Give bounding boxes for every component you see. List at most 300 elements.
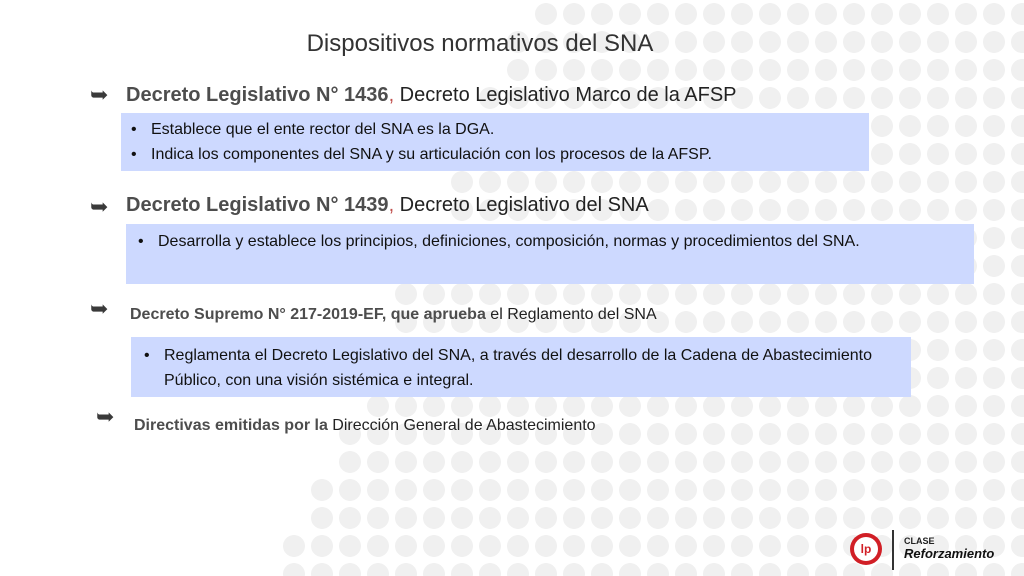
watermark-circle (731, 507, 753, 529)
watermark-circle (787, 171, 809, 193)
watermark-circle (955, 283, 977, 305)
watermark-circle (955, 507, 977, 529)
watermark-circle (983, 479, 1005, 501)
watermark-circle (619, 59, 641, 81)
watermark-circle (535, 3, 557, 25)
watermark-circle (731, 3, 753, 25)
watermark-circle (619, 3, 641, 25)
watermark-circle (927, 199, 949, 221)
watermark-circle (535, 479, 557, 501)
watermark-circle (731, 479, 753, 501)
watermark-circle (563, 507, 585, 529)
watermark-circle (899, 423, 921, 445)
watermark-circle (647, 479, 669, 501)
watermark-circle (871, 283, 893, 305)
watermark-circle (927, 3, 949, 25)
watermark-circle (899, 115, 921, 137)
watermark-circle (927, 171, 949, 193)
section-heading-3 (130, 306, 657, 324)
watermark-circle (871, 171, 893, 193)
watermark-circle (283, 563, 305, 576)
watermark-circle (731, 59, 753, 81)
watermark-circle (759, 479, 781, 501)
watermark-circle (815, 535, 837, 557)
list-item (144, 343, 901, 393)
curved-arrow-icon: ➥ (90, 296, 109, 321)
watermark-circle (703, 507, 725, 529)
watermark-circle (955, 367, 977, 389)
watermark-circle (283, 535, 305, 557)
watermark-circle (479, 563, 501, 576)
watermark-circle (1011, 311, 1024, 333)
watermark-circle (983, 31, 1005, 53)
watermark-circle (479, 283, 501, 305)
watermark-circle (787, 507, 809, 529)
watermark-circle (1011, 227, 1024, 249)
watermark-circle (955, 479, 977, 501)
watermark-circle (843, 451, 865, 473)
watermark-circle (759, 535, 781, 557)
watermark-circle (899, 283, 921, 305)
watermark-circle (731, 535, 753, 557)
watermark-circle (647, 171, 669, 193)
heading-rest-3: el Reglamento del SNA (485, 306, 657, 323)
bullet-text: Indica los componentes del SNA y su articulación con los procesos de la AFSP. (151, 146, 712, 163)
watermark-circle (955, 115, 977, 137)
watermark-circle (1011, 31, 1024, 53)
watermark-circle (871, 395, 893, 417)
watermark-circle (675, 395, 697, 417)
watermark-circle (843, 3, 865, 25)
watermark-circle (787, 563, 809, 576)
watermark-circle (983, 507, 1005, 529)
watermark-circle (871, 59, 893, 81)
watermark-circle (899, 59, 921, 81)
watermark-circle (619, 563, 641, 576)
watermark-circle (1011, 255, 1024, 277)
watermark-circle (759, 423, 781, 445)
watermark-circle (955, 3, 977, 25)
watermark-circle (479, 395, 501, 417)
list-item (138, 229, 964, 254)
watermark-circle (563, 59, 585, 81)
bullet-box-1 (121, 113, 869, 171)
watermark-circle (423, 535, 445, 557)
heading-bold-2: Decreto Legislativo N° 1439 (126, 194, 389, 216)
watermark-circle (1011, 563, 1024, 576)
watermark-circle (647, 3, 669, 25)
watermark-circle (955, 563, 977, 576)
watermark-circle (983, 339, 1005, 361)
watermark-circle (983, 283, 1005, 305)
watermark-circle (367, 395, 389, 417)
curved-arrow-icon: ➥ (90, 194, 109, 219)
watermark-circle (899, 87, 921, 109)
watermark-circle (843, 507, 865, 529)
watermark-circle (731, 171, 753, 193)
watermark-circle (591, 563, 613, 576)
watermark-circle (759, 59, 781, 81)
watermark-circle (815, 507, 837, 529)
watermark-circle (563, 451, 585, 473)
watermark-circle (871, 563, 893, 576)
watermark-circle (815, 171, 837, 193)
watermark-circle (871, 3, 893, 25)
watermark-circle (983, 143, 1005, 165)
watermark-circle (451, 507, 473, 529)
watermark-circle (451, 171, 473, 193)
watermark-circle (731, 311, 753, 333)
watermark-circle (619, 507, 641, 529)
heading-bold-4: Directivas emitidas por la (134, 417, 328, 434)
watermark-circle (955, 451, 977, 473)
watermark-circle (843, 59, 865, 81)
watermark-circle (423, 507, 445, 529)
watermark-circle (703, 171, 725, 193)
watermark-circle (955, 143, 977, 165)
watermark-circle (815, 283, 837, 305)
watermark-circle (703, 283, 725, 305)
watermark-circle (703, 423, 725, 445)
watermark-circle (787, 395, 809, 417)
watermark-circle (955, 59, 977, 81)
watermark-circle (1011, 507, 1024, 529)
watermark-circle (731, 423, 753, 445)
watermark-circle (843, 199, 865, 221)
watermark-circle (675, 507, 697, 529)
watermark-circle (675, 199, 697, 221)
watermark-circle (759, 199, 781, 221)
watermark-circle (395, 479, 417, 501)
watermark-circle (1011, 283, 1024, 305)
watermark-circle (871, 479, 893, 501)
watermark-circle (731, 395, 753, 417)
watermark-circle (675, 563, 697, 576)
watermark-circle (703, 59, 725, 81)
watermark-circle (731, 563, 753, 576)
watermark-circle (955, 395, 977, 417)
watermark-circle (1011, 199, 1024, 221)
watermark-circle (871, 311, 893, 333)
watermark-circle (675, 171, 697, 193)
watermark-circle (983, 227, 1005, 249)
watermark-circle (395, 507, 417, 529)
watermark-circle (927, 59, 949, 81)
watermark-circle (787, 423, 809, 445)
watermark-circle (395, 451, 417, 473)
watermark-circle (1011, 143, 1024, 165)
watermark-circle (899, 3, 921, 25)
watermark-circle (1011, 3, 1024, 25)
watermark-circle (507, 283, 529, 305)
watermark-circle (367, 535, 389, 557)
watermark-circle (339, 479, 361, 501)
watermark-circle (535, 451, 557, 473)
bullet-glyph: • (131, 146, 137, 163)
watermark-circle (815, 395, 837, 417)
watermark-circle (423, 563, 445, 576)
watermark-circle (1011, 451, 1024, 473)
watermark-circle (927, 339, 949, 361)
watermark-circle (759, 87, 781, 109)
watermark-circle (843, 563, 865, 576)
watermark-circle (759, 171, 781, 193)
watermark-circle (927, 143, 949, 165)
watermark-circle (983, 87, 1005, 109)
watermark-circle (843, 423, 865, 445)
watermark-circle (927, 283, 949, 305)
watermark-circle (675, 535, 697, 557)
bullet-text: Establece que el ente rector del SNA es la DGA. (151, 121, 495, 138)
watermark-circle (983, 311, 1005, 333)
watermark-circle (871, 423, 893, 445)
watermark-circle (843, 283, 865, 305)
watermark-circle (395, 283, 417, 305)
watermark-circle (451, 535, 473, 557)
watermark-circle (591, 395, 613, 417)
watermark-circle (367, 451, 389, 473)
watermark-circle (423, 283, 445, 305)
watermark-circle (815, 311, 837, 333)
watermark-circle (619, 479, 641, 501)
watermark-circle (591, 283, 613, 305)
watermark-circle (451, 451, 473, 473)
watermark-circle (899, 563, 921, 576)
watermark-circle (815, 59, 837, 81)
watermark-circle (339, 451, 361, 473)
brand-small-label: CLASE (904, 536, 935, 546)
watermark-circle (787, 59, 809, 81)
watermark-circle (339, 563, 361, 576)
watermark-circle (983, 395, 1005, 417)
watermark-circle (899, 143, 921, 165)
watermark-circle (983, 423, 1005, 445)
watermark-circle (647, 423, 669, 445)
watermark-circle (563, 535, 585, 557)
watermark-circle (955, 423, 977, 445)
curved-arrow-icon: ➥ (90, 82, 109, 107)
watermark-circle (1011, 59, 1024, 81)
watermark-circle (815, 479, 837, 501)
watermark-circle (927, 311, 949, 333)
watermark-circle (927, 507, 949, 529)
watermark-circle (479, 507, 501, 529)
slide-title: Dispositivos normativos del SNA (306, 30, 654, 57)
curved-arrow-icon: ➥ (96, 404, 115, 429)
watermark-circle (675, 311, 697, 333)
watermark-circle (1011, 87, 1024, 109)
list-item (131, 117, 869, 142)
watermark-circle (563, 395, 585, 417)
watermark-circle (535, 171, 557, 193)
watermark-circle (787, 451, 809, 473)
watermark-circle (871, 143, 893, 165)
watermark-circle (927, 563, 949, 576)
watermark-circle (759, 507, 781, 529)
watermark-circle (955, 339, 977, 361)
watermark-circle (983, 3, 1005, 25)
watermark-circle (815, 199, 837, 221)
watermark-circle (647, 59, 669, 81)
watermark-circle (815, 423, 837, 445)
bullet-text: Desarrolla y establece los principios, definiciones, composición, normas y procedimientos del SNA. (158, 233, 860, 250)
watermark-circle (1011, 535, 1024, 557)
watermark-circle (871, 451, 893, 473)
watermark-circle (395, 535, 417, 557)
watermark-circle (787, 479, 809, 501)
watermark-circle (311, 563, 333, 576)
watermark-circle (731, 283, 753, 305)
watermark-circle (871, 199, 893, 221)
watermark-circle (983, 59, 1005, 81)
section-heading-4 (134, 417, 596, 435)
watermark-circle (703, 199, 725, 221)
watermark-circle (591, 171, 613, 193)
watermark-circle (1011, 367, 1024, 389)
watermark-circle (899, 311, 921, 333)
watermark-circle (507, 535, 529, 557)
watermark-circle (619, 283, 641, 305)
watermark-circle (759, 3, 781, 25)
watermark-circle (955, 311, 977, 333)
lp-logo-icon (850, 533, 882, 565)
watermark-circle (983, 199, 1005, 221)
watermark-circle (731, 451, 753, 473)
watermark-circle (983, 367, 1005, 389)
watermark-circle (591, 3, 613, 25)
watermark-circle (759, 395, 781, 417)
watermark-circle (479, 171, 501, 193)
section-heading-1 (126, 84, 737, 107)
watermark-circle (619, 423, 641, 445)
watermark-circle (815, 451, 837, 473)
watermark-circle (535, 563, 557, 576)
watermark-circle (899, 479, 921, 501)
watermark-circle (535, 535, 557, 557)
watermark-circle (955, 87, 977, 109)
logo-text: lp (854, 537, 878, 561)
heading-rest-2: Decreto Legislativo del SNA (394, 194, 649, 216)
watermark-circle (1011, 115, 1024, 137)
watermark-circle (899, 507, 921, 529)
watermark-circle (731, 199, 753, 221)
watermark-circle (843, 311, 865, 333)
watermark-circle (647, 563, 669, 576)
watermark-circle (311, 507, 333, 529)
watermark-circle (507, 563, 529, 576)
watermark-circle (899, 171, 921, 193)
heading-rest-1: Decreto Legislativo Marco de la AFSP (394, 84, 737, 106)
watermark-circle (367, 563, 389, 576)
watermark-circle (899, 199, 921, 221)
watermark-circle (675, 451, 697, 473)
watermark-circle (367, 479, 389, 501)
watermark-circle (675, 3, 697, 25)
bullet-glyph: • (131, 121, 137, 138)
watermark-circle (843, 479, 865, 501)
watermark-circle (451, 395, 473, 417)
watermark-circle (815, 563, 837, 576)
bullet-text: Reglamenta el Decreto Legislativo del SNA, a través del desarrollo de la Cadena de Abastecimiento Público, con una visión sistémica e integral. (164, 347, 872, 389)
watermark-circle (535, 395, 557, 417)
watermark-circle (703, 395, 725, 417)
watermark-circle (619, 171, 641, 193)
watermark-circle (535, 283, 557, 305)
watermark-circle (899, 451, 921, 473)
watermark-circle (983, 171, 1005, 193)
watermark-circle (563, 563, 585, 576)
watermark-circle (955, 199, 977, 221)
watermark-circle (983, 255, 1005, 277)
watermark-circle (479, 535, 501, 557)
bullet-box-2 (126, 224, 974, 284)
watermark-circle (423, 479, 445, 501)
watermark-circle (927, 479, 949, 501)
watermark-circle (619, 395, 641, 417)
watermark-circle (451, 563, 473, 576)
watermark-circle (787, 3, 809, 25)
bullet-glyph: • (144, 347, 150, 364)
watermark-circle (1011, 171, 1024, 193)
watermark-circle (591, 59, 613, 81)
watermark-circle (787, 311, 809, 333)
watermark-circle (311, 535, 333, 557)
watermark-circle (507, 451, 529, 473)
watermark-circle (591, 451, 613, 473)
watermark-circle (759, 563, 781, 576)
section-heading-2 (126, 194, 649, 217)
watermark-circle (815, 3, 837, 25)
watermark-circle (675, 59, 697, 81)
watermark-circle (843, 87, 865, 109)
watermark-circle (787, 283, 809, 305)
watermark-circle (451, 479, 473, 501)
watermark-circle (927, 395, 949, 417)
watermark-circle (787, 87, 809, 109)
watermark-circle (675, 283, 697, 305)
bullet-box-3 (131, 337, 911, 397)
watermark-circle (563, 283, 585, 305)
watermark-circle (759, 311, 781, 333)
watermark-circle (563, 3, 585, 25)
watermark-circle (1011, 423, 1024, 445)
watermark-circle (395, 563, 417, 576)
watermark-circle (703, 535, 725, 557)
watermark-circle (871, 115, 893, 137)
watermark-circle (871, 507, 893, 529)
list-item (131, 142, 869, 167)
watermark-circle (703, 3, 725, 25)
heading-bold-3: Decreto Supremo N° 217-2019-EF, que aprueba (130, 306, 486, 323)
watermark-circle (339, 507, 361, 529)
heading-rest-4: Dirección General de Abastecimiento (327, 417, 596, 434)
watermark-circle (1011, 339, 1024, 361)
watermark-circle (647, 507, 669, 529)
watermark-circle (815, 87, 837, 109)
watermark-circle (647, 451, 669, 473)
watermark-circle (311, 479, 333, 501)
watermark-circle (927, 115, 949, 137)
watermark-circle (395, 395, 417, 417)
watermark-circle (787, 535, 809, 557)
heading-comma-1: , (388, 84, 395, 106)
watermark-circle (1011, 479, 1024, 501)
watermark-circle (535, 507, 557, 529)
watermark-circle (507, 395, 529, 417)
watermark-circle (479, 451, 501, 473)
watermark-circle (927, 451, 949, 473)
watermark-circle (535, 59, 557, 81)
